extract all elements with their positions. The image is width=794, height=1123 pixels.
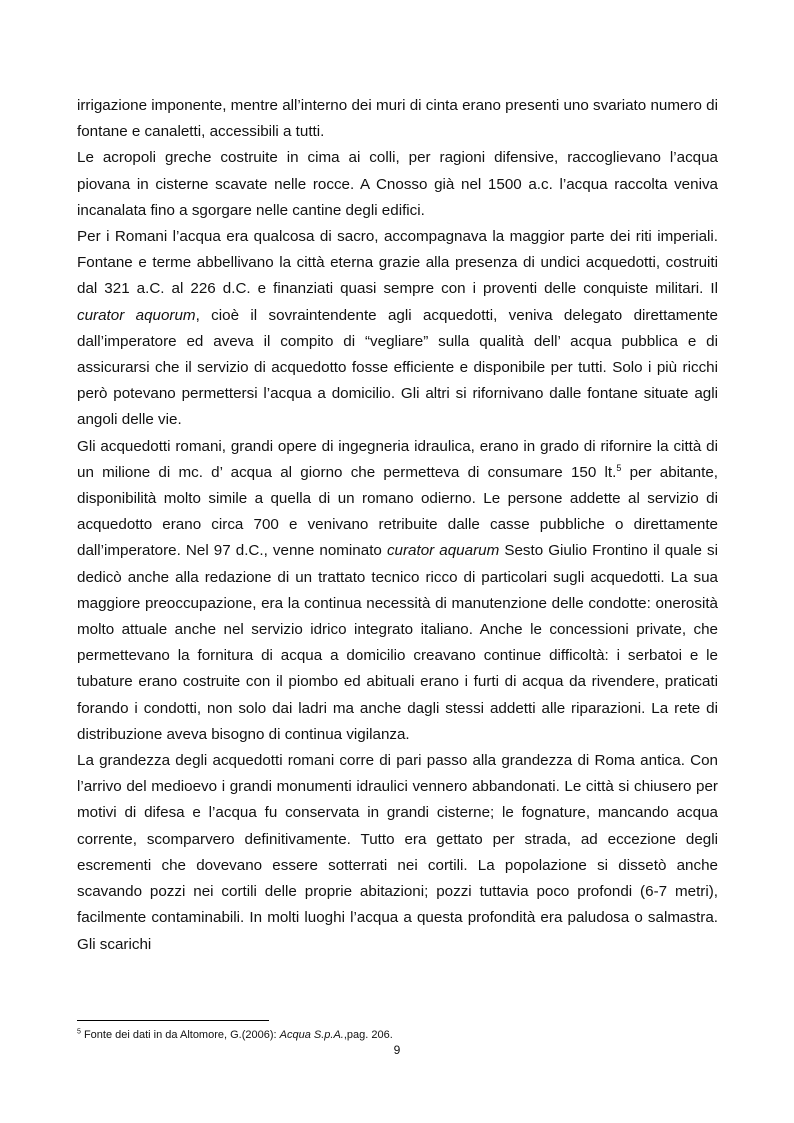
paragraph-3-text-b: , cioè il sovraintendente agli acquedotti, veniva delegato direttamente dall’imperatore ed aveva il compito di “vegliare” sulla qualità dell’ acqua pubblica e di assicurarsi che il servizio di acquedotto fosse efficiente e disponibile per tutti. Solo i più ricchi però potevano permettersi l’acqua a domicilio. Gli altri si rifornivano dalle fontane situate agli angoli delle vie. [77,306,718,429]
page-number: 9 [393,1043,401,1057]
footnote-reference[interactable]: 5 [616,462,622,473]
footnote-text-a: Fonte dei dati in da Altomore, G.(2006): [80,1029,280,1041]
paragraph-2: Le acropoli greche costruite in cima ai colli, per ragioni difensive, raccoglievano l’acqua piovana in cisterne scavate nelle rocce. A Cnosso già nel 1500 a.c. l’acqua raccolta veniva incanalata fino a sgorgare nelle cantine degli edifici. [77,149,718,219]
paragraph-1: irrigazione imponente, mentre all’interno dei muri di cinta erano presenti uno svariato numero di fontane e canaletti, accessibili a tutti. [77,97,718,141]
paragraph-3 [77,224,718,434]
paragraph-3-text-a: Per i Romani l’acqua era qualcosa di sacro, accompagnava la maggior parte dei riti imperiali. Fontane e terme abbellivano la città eterna grazie alla presenza di undici acquedotti, costruiti dal 321 a.C. al 226 d.C. e finanziati quasi sempre con i proventi delle conquiste militari. Il [77,228,718,298]
body-text [77,93,718,958]
paragraph-3-italic-term: curator aquorum [77,306,196,324]
footnote-marker: 5 [77,1028,81,1036]
paragraph-5: La grandezza degli acquedotti romani corre di pari passo alla grandezza di Roma antica. Con l’arrivo del medioevo i grandi monumenti idraulici vennero abbandonati. Le città si chiusero per motivi di difesa e l’acqua fu conservata in grandi cisterne; le fognature, mancando acqua corrente, scomparvero definitivamente. Tutto era gettato per strada, ad eccezione degli escrementi che dovevano essere sotterrati nei cortili. La popolazione si dissetò anche scavando pozzi nei cortili delle proprie abitazioni; pozzi tuttavia poco profondi (6-7 metri), facilmente contaminabili. In molti luoghi l’acqua a questa profondità era paludosa o salmastra. Gli scarichi [77,752,718,953]
footnote-text-b: ,pag. 206. [343,1029,393,1041]
footnote-italic-title: Acqua S.p.A. [279,1029,344,1041]
footnote [77,1028,718,1042]
paragraph-4 [77,434,718,748]
paragraph-4-italic-term: curator aquarum [386,542,500,560]
paragraph-4-text-a: Gli acquedotti romani, grandi opere di ingegneria idraulica, erano in grado di rifornire la città di un milione di mc. d’ acqua al giorno che permetteva di consumare 150 lt. [77,437,718,481]
paragraph-4-text-b: per abitante, disponibilità molto simile a quella di un romano odierno. Le persone addette al servizio di acquedotto erano circa 700 e venivano retribuite dalle casse pubbliche o direttamente dall’imperatore. Nel 97 d.C., venne nominato [77,463,719,560]
footnote-separator [77,1020,269,1021]
paragraph-4-text-c: Sesto Giulio Frontino il quale si dedicò anche alla redazione di un trattato tecnico ricco di particolari sugli acquedotti. La sua maggiore preoccupazione, era la continua necessità di manutenzione delle condotte: onerosità molto attuale anche nel servizio idrico integrato italiano. Anche le concessioni private, che permettevano la fornitura di acqua a domicilio creavano continue difficoltà: i serbatoi e le tubature erano costruite con il piombo ed abituali erano i furti di acqua da rivendere, praticati forando i condotti, non solo dai ladri ma anche dagli stessi addetti alle riparazioni. La rete di distribuzione aveva bisogno di continua vigilanza. [77,542,718,743]
